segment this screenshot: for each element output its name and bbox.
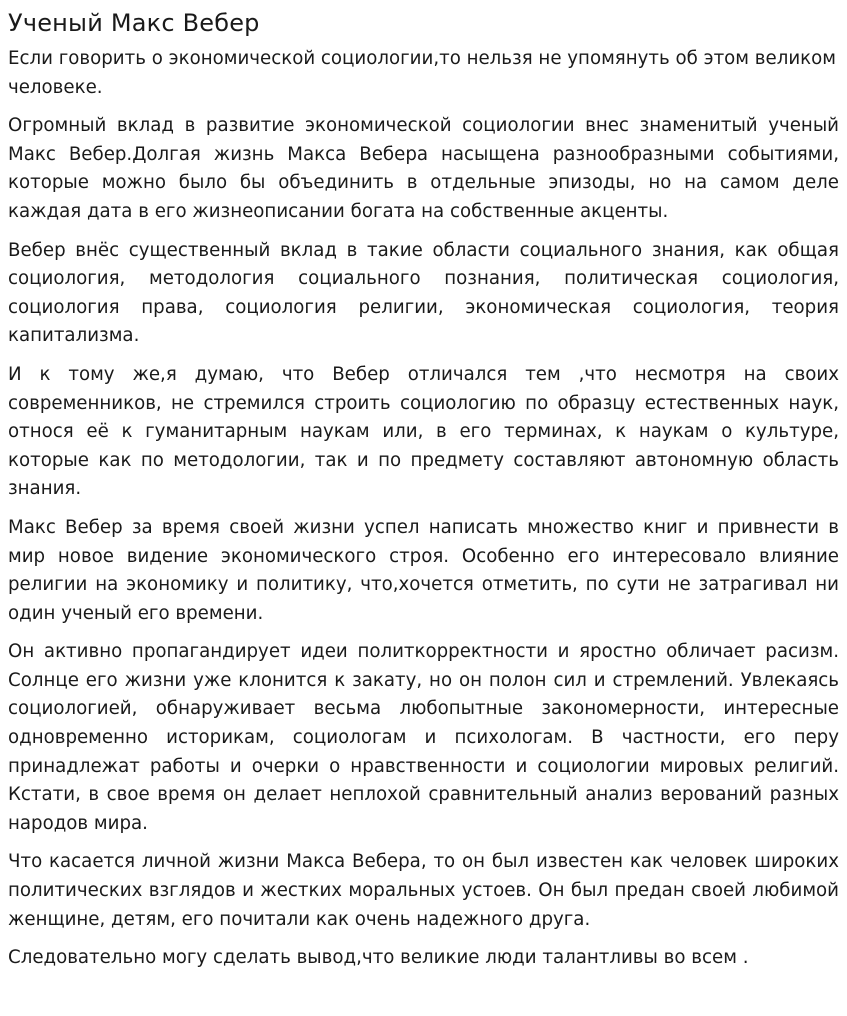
paragraph-6: Он активно пропагандирует идеи политкорректности и яростно обличает расизм. Солнце его жизни уже клонится к закату, но он полон сил и стремлений. Увлекаясь социологией, обнаруживает весьма любопытные закономерности, интересные одновременно историкам, социологам и психологам. В частности, его перу принадлежат работы и очерки о нравственности и социологии мировых религий. Кстати, в свое время он делает неплохой сравнительный анализ верований разных народов мира. xyxy=(8,641,839,834)
document-title: Ученый Макс Вебер xyxy=(8,9,260,37)
paragraph-3: Вебер внёс существенный вклад в такие области социального знания, как общая социология, методология социального познания, политическая социология, социология права, социология религии, экономическая социология, теория капитализма. xyxy=(8,239,839,347)
paragraph-8: Следовательно могу сделать вывод,что великие люди талантливы во всем . xyxy=(8,947,749,969)
paragraph-7: Что касается личной жизни Макса Вебера, то он был известен как человек широких политических взглядов и жестких моральных устоев. Он был предан своей любимой женщине, детям, его почитали как очень надежного друга. xyxy=(8,851,839,930)
paragraph-1: Если говорить о экономической социологии,то нельзя не упомянуть об этом великом человеке. xyxy=(8,48,836,98)
paragraph-2: Огромный вклад в развитие экономической социологии внес знаменитый ученый Макс Вебер.Долгая жизнь Макса Вебера насыщена разнообразными событиями, которые можно было бы объединить в отдельные эпизоды, но на самом деле каждая дата в его жизнеописании богата на собственные акценты. xyxy=(8,115,839,222)
paragraph-4: И к тому же,я думаю, что Вебер отличался тем ,что несмотря на своих современников, не стремился строить социологию по образцу естественных наук, относя её к гуманитарным наукам или, в его терминах, к наукам о культуре, которые как по методологии, так и по предмету составляют автономную область знания. xyxy=(8,363,839,500)
paragraph-5: Макс Вебер за время своей жизни успел написать множество книг и привнести в мир новое видение экономического строя. Особенно его интересовало влияние религии на экономику и политику, что,хочется отметить, по сути не затрагивал ни один ученый его времени. xyxy=(8,516,839,624)
